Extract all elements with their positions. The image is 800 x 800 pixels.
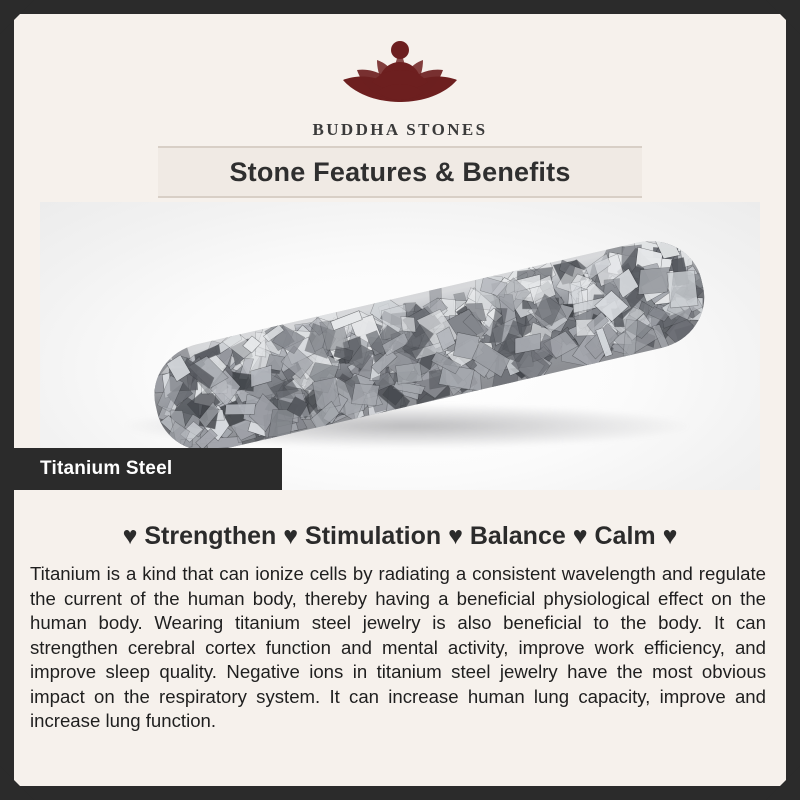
description-text: Titanium is a kind that can ionize cells by radiating a consistent wavelength and regulate the current of the human body, thereby having a beneficial physiological effect on the human body. Wearing titanium steel jewelry is also beneficial to the body. It can strengthen cerebral cortex function and mental activity, improve work efficiency, and improve sleep quality. Negative ions in titanium steel jewelry have the most obvious impact on the respiratory system. It can increase human lung capacity, improve and increase lung function. (30, 563, 766, 732)
product-name: Titanium Steel (40, 458, 173, 479)
lotus-meditation-figure-icon (315, 22, 485, 118)
product-caption-bar (14, 448, 282, 490)
brand-name: BUDDHA STONES (312, 120, 488, 139)
page-title: Stone Features & Benefits (229, 156, 571, 187)
corner-notch-bottom-left (0, 766, 34, 800)
benefits-headline: ♥ Strengthen ♥ Stimulation ♥ Balance ♥ Calm ♥ (122, 522, 678, 550)
product-hero-image (40, 202, 760, 490)
section-title-bar (158, 146, 642, 198)
brand-logo (0, 22, 800, 140)
corner-notch-bottom-right (766, 766, 800, 800)
